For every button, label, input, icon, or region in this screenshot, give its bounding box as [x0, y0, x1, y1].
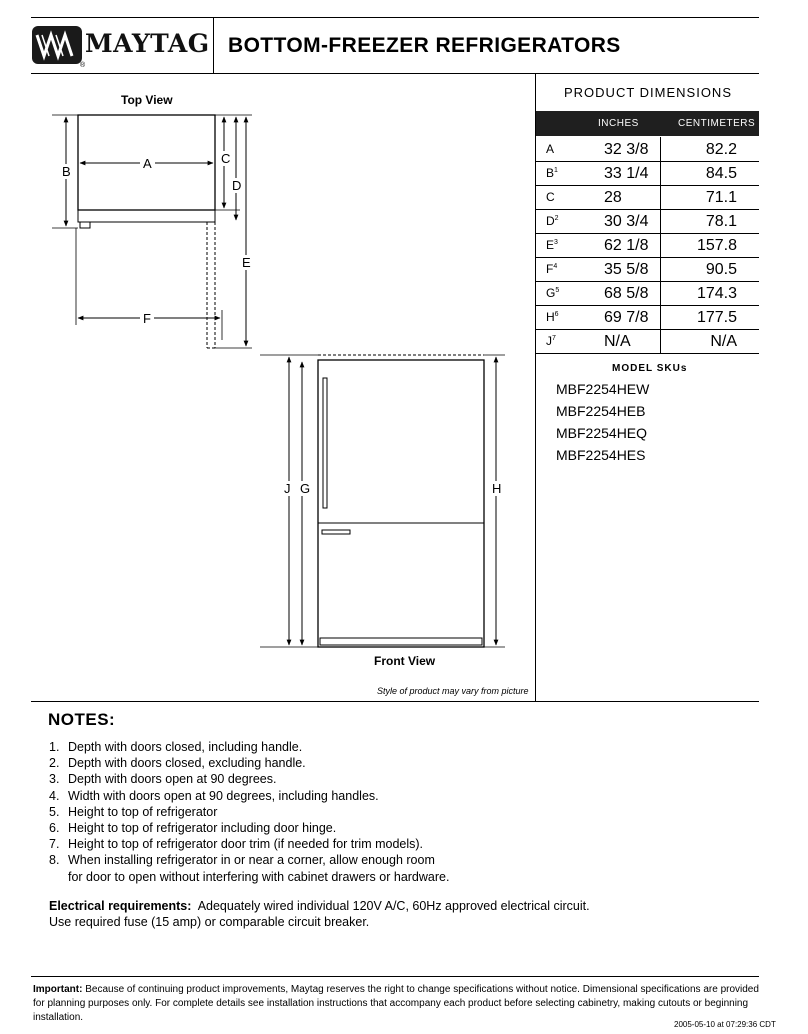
electrical-requirements: [49, 898, 749, 930]
important-label: Important:: [33, 984, 83, 995]
dim-label-h: H: [492, 481, 502, 496]
note-number: 2.: [49, 756, 60, 771]
dimension-label: $H^6$: [546, 310, 559, 324]
column-divider: [660, 329, 661, 353]
dimension-inches: N/A: [604, 333, 631, 350]
column-divider: [660, 281, 661, 305]
door-swing-outline: [207, 222, 215, 348]
dimension-label: $F^4$: [546, 262, 558, 276]
dimension-inches: 62 1/8: [604, 237, 649, 254]
note-number: 1.: [49, 740, 60, 754]
refrigerator-dimension-diagram: [0, 0, 536, 700]
column-divider: [660, 257, 661, 281]
note-text: Depth with doors closed, including handle.: [68, 740, 303, 754]
dimension-cm: 71.1: [705, 189, 737, 206]
dimension-row: [536, 257, 759, 282]
column-divider: [660, 185, 661, 209]
note-item: [49, 870, 449, 884]
column-divider: [660, 137, 661, 161]
dimension-inches: 68 5/8: [604, 285, 649, 302]
note-item: [49, 853, 435, 867]
dimension-cm: 82.2: [705, 141, 737, 158]
centimeters-column-header: CENTIMETERS: [678, 118, 756, 129]
note-item: [49, 756, 306, 770]
column-divider: [660, 161, 661, 185]
dimension-row: [536, 305, 759, 330]
dimension-cm: 90.5: [705, 261, 737, 278]
dimension-cm: N/A: [710, 333, 737, 350]
note-item: [49, 837, 423, 851]
dimension-inches: 32 3/8: [604, 141, 649, 158]
top-view-label: Top View: [121, 93, 173, 107]
note-text: Depth with doors closed, excluding handle.: [68, 756, 306, 771]
dim-label-j: J: [284, 481, 291, 496]
inches-column-header: INCHES: [598, 118, 639, 129]
notes-top-rule: [31, 701, 759, 702]
dimensions-title: PRODUCT DIMENSIONS: [564, 85, 732, 100]
dimension-label: A: [546, 142, 555, 156]
dim-label-a: A: [140, 156, 155, 171]
note-number: 8.: [49, 853, 60, 868]
brand-name: MAYTAG: [85, 29, 210, 58]
note-text: When installing refrigerator in or near a corner, allow enough room: [68, 853, 435, 868]
important-notice: [33, 983, 773, 1025]
note-item: [49, 772, 276, 786]
dimension-inches: 69 7/8: [604, 309, 649, 326]
note-text: Height to top of refrigerator including door hinge.: [68, 821, 337, 835]
model-skus-title: MODEL SKUs: [612, 363, 688, 374]
top-view-handle: [80, 222, 90, 228]
front-kickplate: [320, 638, 482, 645]
note-number: 3.: [49, 772, 60, 787]
important-text: Because of continuing product improvements, Maytag reserves the right to change specifications without notice. Dimensional specifications are provided for planning purposes only. For complete details see installation instructions that accompany each product before selecting cabinetry, making cutouts or beginning installation.: [33, 984, 759, 1023]
notes-title: NOTES:: [48, 710, 116, 729]
dimension-row: [536, 185, 759, 210]
dimension-row: [536, 233, 759, 258]
registered-mark: ®: [80, 62, 86, 69]
dimensions-table-header: [536, 111, 759, 136]
dimension-cm: 174.3: [696, 285, 737, 302]
freezer-drawer-handle: [322, 530, 350, 534]
model-sku: MBF2254HEB: [556, 403, 646, 419]
note-text: Height to top of refrigerator door trim (if needed for trim models).: [68, 837, 424, 852]
dimension-inches: 28: [604, 189, 622, 206]
dim-label-d: D: [232, 178, 242, 193]
dimension-label: $B^1$: [546, 166, 558, 180]
top-view-doors: [78, 210, 215, 222]
dimension-cm: 78.1: [705, 213, 737, 230]
page-title: BOTTOM-FREEZER REFRIGERATORS: [228, 34, 621, 57]
dim-label-b: B: [62, 164, 71, 179]
note-item: [49, 789, 379, 803]
dimension-inches: 35 5/8: [604, 261, 649, 278]
dim-label-f: F: [140, 311, 154, 326]
note-text: Height to top of refrigerator: [68, 804, 218, 819]
dimension-row: [536, 281, 759, 306]
electrical-text-2: Use required fuse (15 amp) or comparable circuit breaker.: [49, 915, 370, 929]
note-item: [49, 805, 217, 819]
note-number: 6.: [49, 821, 60, 835]
note-item: [49, 821, 336, 835]
electrical-text-1: Adequately wired individual 120V A/C, 60Hz approved electrical circuit.: [197, 899, 590, 913]
front-view-cabinet: [318, 360, 484, 647]
note-text: Width with doors open at 90 degrees, including handles.: [68, 788, 379, 803]
note-text: for door to open without interfering with cabinet drawers or hardware.: [68, 869, 450, 884]
dim-label-c: C: [221, 151, 231, 166]
column-divider: [660, 305, 661, 329]
note-number: 4.: [49, 788, 60, 803]
dimension-cm: 84.5: [705, 165, 737, 182]
dim-label-e: E: [242, 255, 251, 270]
dimension-cm: 177.5: [696, 309, 737, 326]
dimension-row: [536, 209, 759, 234]
model-sku: MBF2254HEQ: [556, 425, 648, 441]
dimension-label: $D^2$: [546, 214, 559, 228]
dimension-label: $J^7$: [546, 334, 556, 348]
column-divider: [660, 209, 661, 233]
note-item: [49, 740, 302, 754]
dimension-row: [536, 161, 759, 186]
note-text: Depth with doors open at 90 degrees.: [68, 772, 277, 787]
dimension-row: [536, 137, 759, 162]
dimension-inches: 30 3/4: [604, 213, 649, 230]
dimension-row: [536, 329, 759, 354]
footer-rule: [31, 976, 759, 977]
dimension-label: $E^3$: [546, 238, 558, 252]
diagram-caption: Style of product may vary from picture: [377, 686, 529, 696]
column-divider: [660, 233, 661, 257]
note-number: 7.: [49, 837, 60, 852]
dim-label-g: G: [300, 481, 311, 496]
dimension-cm: 157.8: [696, 237, 737, 254]
dimension-label: $G^5$: [546, 286, 560, 300]
print-timestamp: 2005-05-10 at 07:29:36 CDT: [674, 1020, 776, 1029]
dimension-label: C: [546, 190, 555, 204]
dimension-inches: 33 1/4: [604, 165, 649, 182]
front-view-label: Front View: [374, 654, 436, 668]
note-number: 5.: [49, 804, 60, 819]
model-sku: MBF2254HES: [556, 447, 646, 463]
fridge-door-handle: [323, 378, 327, 508]
electrical-label: Electrical requirements:: [49, 899, 192, 913]
model-sku: MBF2254HEW: [556, 381, 650, 397]
